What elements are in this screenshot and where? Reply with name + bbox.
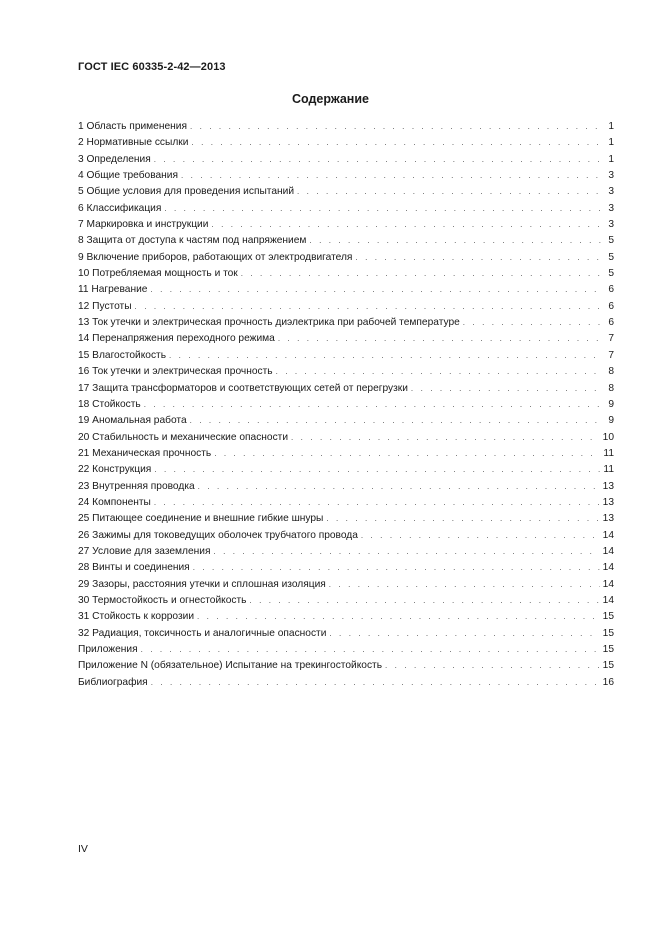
toc-dot-leader (150, 282, 603, 298)
toc-entry[interactable] (78, 593, 614, 609)
toc-entry-title: 3 Определения (78, 153, 151, 165)
toc-entry-page: 8 (608, 382, 614, 394)
toc-entry-page: 15 (602, 644, 614, 655)
toc-entry-page: 5 (608, 235, 614, 247)
toc-entry-page: 14 (602, 594, 614, 606)
toc-entry-title: 23 Внутренняя проводка (78, 480, 195, 492)
toc-entry-title: 10 Потребляемая мощность и ток (78, 268, 238, 280)
toc-dot-leader (278, 331, 603, 347)
toc-entry-page: 3 (608, 186, 614, 198)
toc-entry[interactable] (78, 348, 614, 364)
toc-dot-leader (151, 675, 600, 691)
toc-dot-leader (154, 462, 600, 478)
toc-entry[interactable] (78, 658, 614, 674)
toc-entry[interactable] (78, 282, 614, 298)
toc-entry-title: 2 Нормативные ссылки (78, 137, 189, 149)
toc-entry-page: 6 (608, 300, 614, 312)
toc-dot-leader (190, 119, 603, 135)
toc-dot-leader (214, 544, 600, 560)
toc-entry-title: 29 Зазоры, расстояния утечки и сплошная изоляция (78, 578, 326, 590)
toc-entry-page: 1 (608, 153, 614, 165)
toc-entry[interactable] (78, 299, 614, 315)
toc-entry-title: 25 Питающее соединение и внешние гибкие шнуры (78, 513, 324, 525)
toc-dot-leader (164, 201, 603, 217)
toc-dot-leader (411, 381, 603, 397)
toc-dot-leader (197, 609, 600, 625)
toc-dot-leader (214, 446, 600, 462)
toc-entry[interactable] (78, 430, 614, 446)
toc-entry-page: 15 (602, 627, 614, 639)
toc-entry-title: 15 Влагостойкость (78, 349, 167, 361)
toc-entry-page: 7 (608, 349, 614, 361)
toc-dot-leader (191, 135, 603, 151)
toc-entry-page: 1 (608, 121, 614, 132)
toc-entry-title: 17 Защита трансформаторов и соответствующих сетей от перегрузки (78, 382, 408, 394)
toc-dot-leader (249, 593, 599, 609)
toc-dot-leader (241, 266, 603, 282)
toc-entry-title: Приложения (78, 644, 138, 655)
toc-entry[interactable] (78, 495, 614, 511)
toc-entry[interactable] (78, 675, 614, 691)
toc-entry-page: 13 (602, 513, 614, 525)
toc-entry[interactable] (78, 626, 614, 642)
toc-entry-page: 15 (602, 660, 614, 672)
toc-entry-title: 32 Радиация, токсичность и аналогичные опасности (78, 627, 327, 639)
toc-entry-title: 9 Включение приборов, работающих от электродвигателя (78, 251, 353, 263)
toc-dot-leader (181, 168, 603, 184)
toc-entry-page: 5 (608, 268, 614, 280)
toc-entry-title: Библиография (78, 676, 148, 688)
toc-entry-page: 14 (602, 578, 614, 590)
toc-entry-title: 31 Стойкость к коррозии (78, 611, 195, 623)
toc-entry-title: 20 Стабильность и механические опасности (78, 431, 289, 443)
toc-dot-leader (385, 658, 600, 674)
toc-entry-page: 10 (602, 431, 614, 443)
toc-entry-page: 6 (608, 284, 614, 296)
toc-dot-leader (276, 364, 603, 380)
toc-entry[interactable] (78, 135, 614, 151)
toc-entry[interactable] (78, 446, 614, 462)
toc-entry-title: 24 Компоненты (78, 496, 151, 508)
toc-entry-title: 12 Пустоты (78, 300, 132, 312)
toc-entry[interactable] (78, 217, 614, 233)
toc-dot-leader (463, 315, 603, 331)
toc-entry-title: 22 Конструкция (78, 464, 152, 476)
toc-entry[interactable] (78, 544, 614, 560)
toc-entry-page: 9 (608, 415, 614, 427)
toc-entry-title: 13 Ток утечки и электрическая прочность диэлектрика при рабочей температуре (78, 317, 460, 329)
toc-entry-title: 18 Стойкость (78, 398, 141, 410)
toc-dot-leader (355, 250, 603, 266)
toc-entry[interactable] (78, 168, 614, 184)
toc-entry[interactable] (78, 479, 614, 495)
toc-list (78, 119, 614, 691)
toc-entry-title: 6 Классификация (78, 202, 162, 214)
toc-entry-page: 7 (608, 333, 614, 345)
toc-dot-leader (326, 511, 599, 527)
toc-entry-page: 1 (608, 137, 614, 149)
toc-entry-title: 7 Маркировка и инструкции (78, 219, 209, 231)
toc-entry[interactable] (78, 331, 614, 347)
toc-entry-title: 1 Область применения (78, 121, 187, 132)
toc-entry[interactable] (78, 250, 614, 266)
toc-entry-page: 3 (608, 202, 614, 214)
toc-title: Содержание (291, 92, 369, 106)
toc-entry-title: 26 Зажимы для токоведущих оболочек трубчатого провода (78, 529, 358, 541)
toc-entry-title: 28 Винты и соединения (78, 562, 190, 574)
toc-entry-title: 30 Термостойкость и огнестойкость (78, 594, 247, 606)
toc-entry-page: 14 (602, 529, 614, 541)
toc-dot-leader (154, 495, 600, 511)
toc-dot-leader (154, 152, 603, 168)
toc-entry[interactable] (78, 577, 614, 593)
toc-entry-page: 3 (608, 170, 614, 182)
toc-entry[interactable] (78, 609, 614, 625)
toc-entry[interactable] (78, 119, 614, 135)
toc-entry[interactable] (78, 184, 614, 200)
toc-entry[interactable] (78, 381, 614, 397)
toc-entry-page: 5 (608, 251, 614, 263)
toc-entry-page: 6 (608, 317, 614, 329)
toc-entry-page: 15 (602, 611, 614, 623)
toc-dot-leader (198, 479, 600, 495)
toc-entry-title: 11 Нагревание (78, 284, 148, 296)
toc-dot-leader (361, 528, 600, 544)
toc-dot-leader (141, 642, 600, 658)
toc-dot-leader (193, 560, 600, 576)
toc-entry-page: 3 (608, 219, 614, 231)
toc-entry-page: 14 (602, 545, 614, 557)
toc-entry-title: Приложение N (обязательное) Испытание на трекингостойкость (78, 660, 383, 672)
toc-dot-leader (309, 233, 603, 249)
toc-entry[interactable] (78, 315, 614, 331)
toc-dot-leader (169, 348, 603, 364)
document-header: ГОСТ IEC 60335-2-42—2013 (78, 61, 226, 73)
toc-entry[interactable] (78, 266, 614, 282)
toc-entry-title: 16 Ток утечки и электрическая прочность (78, 366, 273, 378)
toc-entry-page: 11 (603, 447, 614, 459)
toc-entry[interactable] (78, 642, 614, 658)
toc-entry-title: 19 Аномальная работа (78, 415, 187, 427)
toc-dot-leader (329, 577, 600, 593)
toc-entry[interactable] (78, 233, 614, 249)
toc-dot-leader (190, 413, 603, 429)
toc-entry[interactable] (78, 201, 614, 217)
toc-entry[interactable] (78, 528, 614, 544)
toc-dot-leader (211, 217, 603, 233)
toc-entry-page: 11 (603, 464, 614, 476)
toc-entry-page: 14 (602, 562, 614, 574)
page-number: IV (78, 843, 88, 855)
toc-entry-title: 5 Общие условия для проведения испытаний (78, 186, 295, 198)
toc-dot-leader (329, 626, 599, 642)
toc-entry-page: 13 (602, 480, 614, 492)
toc-entry[interactable] (78, 413, 614, 429)
toc-dot-leader (291, 430, 600, 446)
toc-entry[interactable] (78, 560, 614, 576)
toc-entry[interactable] (78, 364, 614, 380)
toc-entry-page: 16 (602, 676, 614, 688)
toc-entry-title: 4 Общие требования (78, 170, 179, 182)
toc-entry[interactable] (78, 511, 614, 527)
toc-entry-page: 9 (608, 398, 614, 410)
toc-dot-leader (144, 397, 603, 413)
toc-entry-title: 8 Защита от доступа к частям под напряжением (78, 235, 307, 247)
toc-entry-title: 21 Механическая прочность (78, 447, 212, 459)
toc-dot-leader (135, 299, 603, 315)
toc-entry-title: 14 Перенапряжения переходного режима (78, 333, 275, 345)
toc-entry-page: 8 (608, 366, 614, 378)
toc-entry[interactable] (78, 397, 614, 413)
toc-entry[interactable] (78, 462, 614, 478)
toc-entry-page: 13 (602, 496, 614, 508)
toc-entry-title: 27 Условие для заземления (78, 545, 211, 557)
toc-dot-leader (297, 184, 603, 200)
toc-entry[interactable] (78, 152, 614, 168)
